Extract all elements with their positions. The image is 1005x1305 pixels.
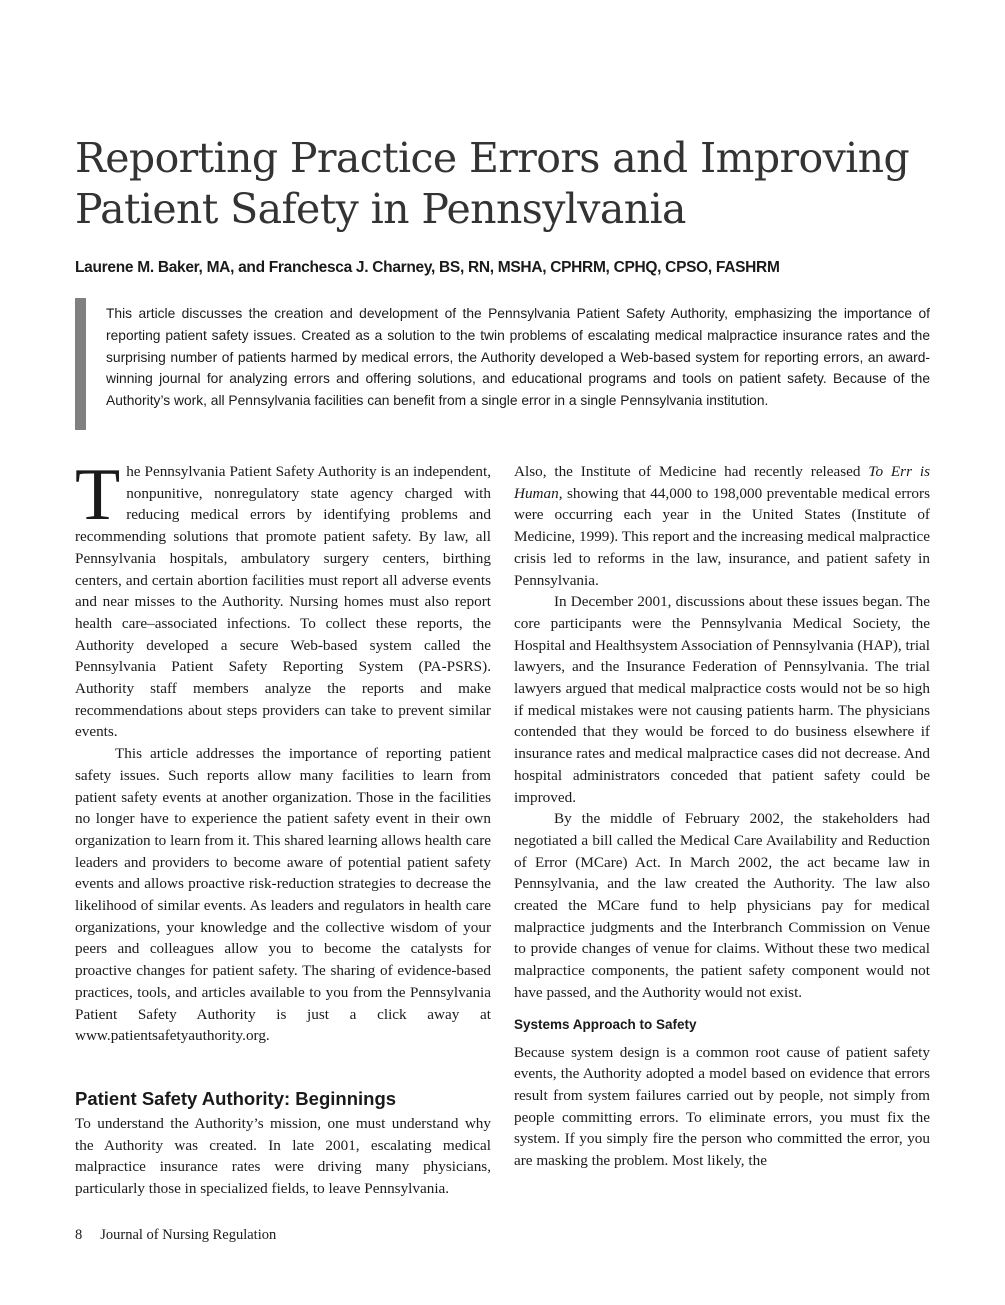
- intro-paragraph: [75, 454, 491, 743]
- body-paragraph: To understand the Authority’s mission, one must understand why the Authority was created. In late 2001, escalating medical malpractice insurance rates were driving many physicians, particularly those in specialized fields, to leave Pennsylvania.: [75, 1114, 491, 1198]
- journal-name: Journal of Nursing Regulation: [100, 1227, 277, 1243]
- body-paragraph: In December 2001, discussions about these issues began. The core participants were the Pennsylvania Medical Society, the Hospital and Healthsystem Association of Pennsylvania (HAP), trial lawyers, and the Insurance Federation of Pennsylvania. The trial lawyers argued that medical malpractice costs would not be so high if medical mistakes were not causing patients harm. The physicians contended that they would be forced to do business elsewhere if insurance rates and medical malpractice cases did not decrease. And hospital administrators conceded that patient safety could be improved.: [514, 593, 930, 806]
- page-footer: [75, 1227, 276, 1244]
- body-paragraph: This article addresses the importance of reporting patient safety issues. Such reports allow many facilities to learn from patient safety events at another organization. Those in the facilities no longer have to experience the patient safety event in their own organization to learn from it. This shared learning allows health care leaders and providers to become aware of potential patient safety events and allows proactive risk-reduction strategies to decrease the likelihood of similar events. As leaders and regulators in health care organizations, your knowledge and the collective wisdom of your peers and colleagues allow you to become the catalysts for proactive changes for patient safety. The sharing of evidence-based practices, tools, and articles available to you from the Pennsylvania Patient Safety Authority is just a click away at www.patientsafetyauthority.org.: [75, 745, 491, 1045]
- right-column: [514, 461, 930, 1172]
- body-paragraph: [514, 461, 930, 591]
- abstract: This article discusses the creation and development of the Pennsylvania Patient Safety Authority, emphasizing the importance of reporting patient safety issues. Created as a solution to the twin problems of escalating medical malpractice insurance rates and the surprising number of patients harmed by medical errors, the Authority developed a Web-based system for reporting errors, an award-winning journal for analyzing errors and offering solutions, and educational programs and tools on patient safety. Because of the Authority’s work, all Pennsylvania facilities can benefit from a single error in a single Pennsylvania institution.: [106, 306, 930, 409]
- intro-text: he Pennsylvania Patient Safety Authority is an independent, nonpunitive, nonregulatory state agency charged with reducing medical errors by identifying problems and recommending solutions that promote patient safety. By law, all Pennsylvania hospitals, ambulatory surgery centers, birthing centers, and certain abortion facilities must report all adverse events and near misses to the Authority. Nursing homes must also report health care–associated infections. To collect these reports, the Authority developed a secure Web-based system called the Pennsylvania Patient Safety Reporting System (PA-PSRS). Authority staff members analyze the reports and make recommendations about steps providers can take to prevent similar events.: [75, 463, 491, 741]
- body-paragraph: By the middle of February 2002, the stakeholders had negotiated a bill called the Medical Care Availability and Reduction of Error (MCare) Act. In March 2002, the act became law in Pennsylvania, and the law created the Authority. The law also created the MCare fund to help physicians pay for medical malpractice judgments and the Interbranch Commission on Venue to provide changes of venue for claims. Without these two medical malpractice components, the patient safety component would not have passed, and the Authority would not exist.: [514, 810, 930, 1001]
- title-line-2: Patient Safety in Pennsylvania: [75, 185, 686, 233]
- title-line-1: Reporting Practice Errors and Improving: [75, 134, 910, 182]
- author-line: Laurene M. Baker, MA, and Franchesca J. Charney, BS, RN, MSHA, CPHRM, CPHQ, CPSO, FASHRM: [75, 259, 780, 276]
- left-column: [75, 454, 491, 1200]
- body-paragraph: Because system design is a common root cause of patient safety events, the Authority adopted a model based on evidence that errors result from system failures carried out by people, not simply from people committing errors. To eliminate errors, you must fix the system. If you simply fire the person who committed the error, you are masking the problem. Most likely, the: [514, 1043, 930, 1170]
- drop-cap: T: [75, 454, 121, 536]
- abstract-accent-bar: [75, 298, 86, 430]
- page-number: 8: [75, 1227, 83, 1243]
- body-text: Also, the Institute of Medicine had recently released: [514, 463, 869, 480]
- cited-title: To Err is Human,: [514, 463, 931, 502]
- section-heading: Patient Safety Authority: Beginnings: [75, 1087, 397, 1109]
- article-title: [75, 133, 945, 235]
- subsection-heading: Systems Approach to Safety: [514, 1016, 697, 1032]
- body-text: showing that 44,000 to 198,000 preventable medical errors were occurring each year in the United States (Institute of Medicine, 1999). This report and the increasing medical malpractice crisis led to reforms in the law, insurance, and patient safety in Pennsylvania.: [514, 484, 930, 589]
